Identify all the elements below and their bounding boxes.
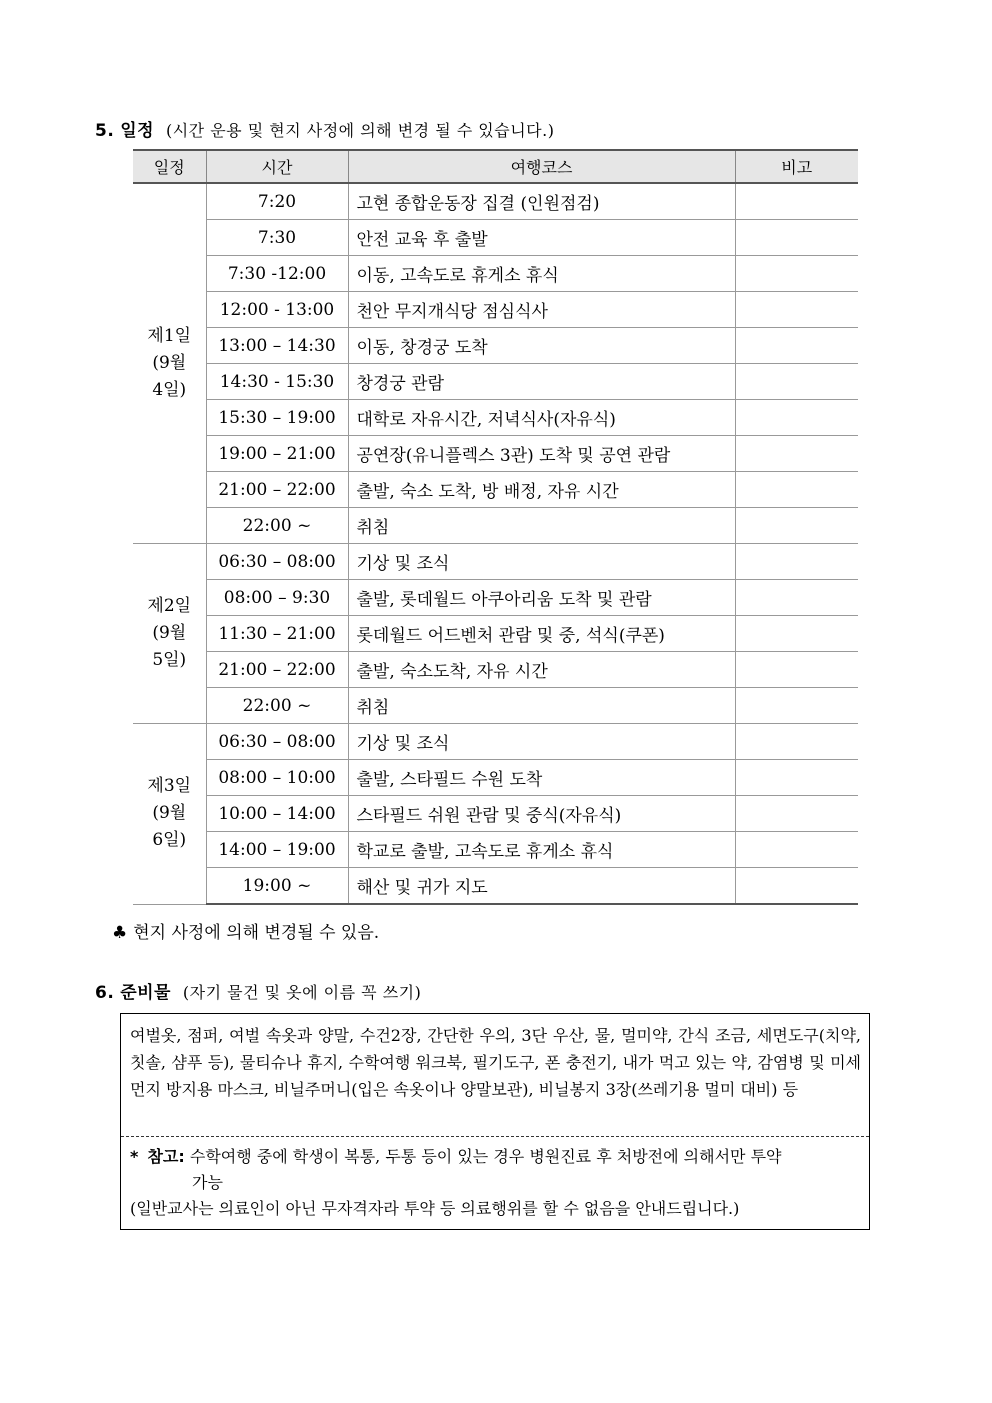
remarks-cell	[735, 544, 858, 580]
course-cell: 출발, 숙소도착, 자유 시간	[348, 652, 735, 688]
table-row	[133, 256, 858, 292]
remarks-cell	[735, 220, 858, 256]
time-cell: 12:00 - 13:00	[206, 292, 348, 328]
remarks-cell	[735, 436, 858, 472]
table-row	[133, 868, 858, 905]
table-row	[133, 328, 858, 364]
remarks-cell	[735, 832, 858, 868]
section-6-label: 준비물	[120, 983, 171, 1003]
day-label-line: 6일)	[152, 830, 187, 851]
course-cell: 취침	[348, 508, 735, 544]
remarks-cell	[735, 328, 858, 364]
remarks-cell	[735, 292, 858, 328]
day-label-line: 제2일	[147, 596, 192, 616]
course-cell: 학교로 출발, 고속도로 휴게소 휴식	[348, 832, 735, 868]
table-row	[133, 472, 858, 508]
time-cell: 06:30 – 08:00	[206, 544, 348, 580]
table-row	[133, 724, 858, 760]
remarks-cell	[735, 400, 858, 436]
time-cell: 7:30 -12:00	[206, 256, 348, 292]
section-5-label: 일정	[120, 121, 155, 141]
section-5-title	[95, 116, 554, 141]
time-cell: 11:30 – 21:00	[206, 616, 348, 652]
day-label-line: 제3일	[147, 776, 192, 797]
time-cell: 13:00 – 14:30	[206, 328, 348, 364]
table-row	[133, 688, 858, 724]
section-5-note: (시간 운용 및 현지 사정에 의해 변경 될 수 있습니다.)	[165, 121, 555, 140]
table-row	[133, 796, 858, 832]
section-5-number: 5.	[95, 121, 115, 141]
remarks-cell	[735, 652, 858, 688]
header-course: 여행코스	[348, 150, 735, 183]
schedule-footnote	[112, 918, 379, 943]
course-cell: 안전 교육 후 출발	[348, 220, 735, 256]
time-cell: 08:00 – 10:00	[206, 760, 348, 796]
remarks-cell	[735, 868, 858, 905]
table-row	[133, 760, 858, 796]
time-cell: 19:00 – 21:00	[206, 436, 348, 472]
section-6-number: 6.	[95, 983, 115, 1003]
club-icon: ♣	[112, 923, 128, 943]
remarks-cell	[735, 508, 858, 544]
table-row	[133, 292, 858, 328]
reference-text-3: (일반교사는 의료인이 아닌 무자격자라 투약 등 의료행위를 할 수 없음을 안내드립니다.)	[130, 1199, 740, 1218]
remarks-cell	[735, 364, 858, 400]
course-cell: 창경궁 관람	[348, 364, 735, 400]
table-row	[133, 580, 858, 616]
table-row	[133, 220, 858, 256]
remarks-cell	[735, 256, 858, 292]
reference-label: 참고:	[147, 1147, 185, 1166]
table-row	[133, 400, 858, 436]
table-row	[133, 544, 858, 580]
time-cell: 7:20	[206, 183, 348, 220]
table-row	[133, 183, 858, 220]
course-cell: 기상 및 조식	[348, 724, 735, 760]
day-label-line: (9월	[152, 623, 187, 643]
reference-text-2: 가능	[192, 1173, 223, 1192]
section-6-note: (자기 물건 및 옷에 이름 꼭 쓰기)	[182, 983, 422, 1002]
header-day: 일정	[133, 150, 206, 183]
course-cell: 천안 무지개식당 점심식사	[348, 292, 735, 328]
course-cell: 이동, 창경궁 도착	[348, 328, 735, 364]
asterisk-icon: *	[130, 1147, 139, 1166]
time-cell: 06:30 – 08:00	[206, 724, 348, 760]
day-label-line: (9월	[152, 353, 187, 373]
remarks-cell	[735, 616, 858, 652]
table-row	[133, 832, 858, 868]
header-time: 시간	[206, 150, 348, 183]
remarks-cell	[735, 580, 858, 616]
time-cell: 21:00 – 22:00	[206, 472, 348, 508]
course-cell: 해산 및 귀가 지도	[348, 868, 735, 905]
course-cell: 고현 종합운동장 집결 (인원점검)	[348, 183, 735, 220]
day-label-line: 4일)	[152, 380, 187, 400]
time-cell: 10:00 – 14:00	[206, 796, 348, 832]
time-cell: 21:00 – 22:00	[206, 652, 348, 688]
reference-note	[121, 1137, 869, 1222]
time-cell: 7:30	[206, 220, 348, 256]
table-row	[133, 508, 858, 544]
table-header-row	[133, 150, 858, 183]
course-cell: 스타필드 쉬원 관람 및 중식(자유식)	[348, 796, 735, 832]
header-remarks: 비고	[735, 150, 858, 183]
day-label-line: (9월	[152, 803, 187, 824]
remarks-cell	[735, 472, 858, 508]
course-cell: 출발, 숙소 도착, 방 배정, 자유 시간	[348, 472, 735, 508]
time-cell: 15:30 – 19:00	[206, 400, 348, 436]
table-row	[133, 616, 858, 652]
footnote-text: 현지 사정에 의해 변경될 수 있음.	[133, 923, 380, 943]
remarks-cell	[735, 183, 858, 220]
course-cell: 롯데월드 어드벤처 관람 및 중, 석식(쿠폰)	[348, 616, 735, 652]
course-cell: 취침	[348, 688, 735, 724]
course-cell: 출발, 롯데월드 아쿠아리움 도착 및 관람	[348, 580, 735, 616]
time-cell: 14:00 – 19:00	[206, 832, 348, 868]
reference-text-1: 수학여행 중에 학생이 복통, 두통 등이 있는 경우 병원진료 후 처방전에 의해서만 투약	[189, 1147, 782, 1166]
remarks-cell	[735, 760, 858, 796]
course-cell: 대학로 자유시간, 저녁식사(자유식)	[348, 400, 735, 436]
remarks-cell	[735, 796, 858, 832]
time-cell: 22:00 ~	[206, 508, 348, 544]
day-label-line: 5일)	[152, 650, 187, 670]
table-row	[133, 652, 858, 688]
day-label-line: 제1일	[147, 326, 192, 346]
time-cell: 19:00 ~	[206, 868, 348, 905]
day-cell	[133, 724, 206, 905]
schedule-table	[133, 149, 858, 905]
course-cell: 출발, 스타필드 수원 도착	[348, 760, 735, 796]
section-6-title	[95, 978, 421, 1003]
supplies-list: 여벌옷, 점퍼, 여벌 속옷과 양말, 수건2장, 간단한 우의, 3단 우산, 물, 멀미약, 간식 조금, 세면도구(치약, 칫솔, 샴푸 등), 물티슈나 휴지, 수학여행 워크북, 필기도구, 폰 충전기, 내가 먹고 있는 약, 감염병 및 미세먼지 방지용 마스크, 비닐주머니(입은 속옷이나 양말보관), 비닐봉지 3장(쓰레기용 멀미 대비) 등	[130, 1026, 861, 1099]
time-cell: 14:30 - 15:30	[206, 364, 348, 400]
course-cell: 기상 및 조식	[348, 544, 735, 580]
table-row	[133, 436, 858, 472]
course-cell: 이동, 고속도로 휴게소 휴식	[348, 256, 735, 292]
day-cell	[133, 183, 206, 544]
time-cell: 08:00 – 9:30	[206, 580, 348, 616]
course-cell: 공연장(유니플렉스 3관) 도착 및 공연 관람	[348, 436, 735, 472]
time-cell: 22:00 ~	[206, 688, 348, 724]
supplies-box	[120, 1013, 870, 1230]
remarks-cell	[735, 688, 858, 724]
table-row	[133, 364, 858, 400]
remarks-cell	[735, 724, 858, 760]
day-cell	[133, 544, 206, 724]
